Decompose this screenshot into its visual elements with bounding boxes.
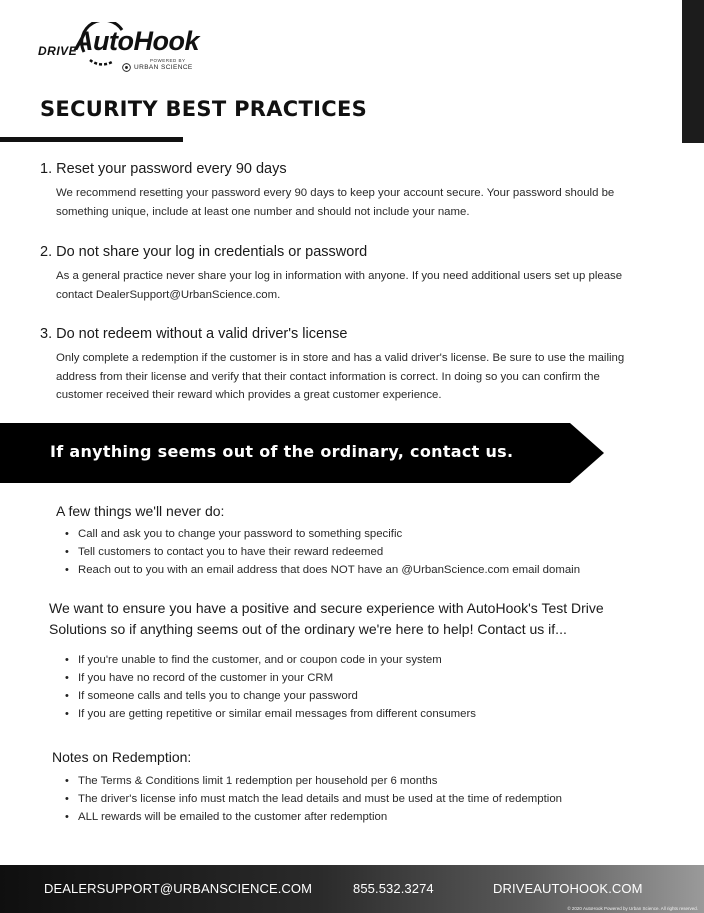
autohook-logo [38, 22, 208, 78]
practice-body: As a general practice never share your log in information with anyone. If you need additional users set up please contact DealerSupport@UrbanScience.com. [56, 270, 623, 301]
list-item: • If you are getting repetitive or similar email messages from different consumers [64, 705, 664, 723]
list-item: • Call and ask you to change your password to something specific [64, 525, 664, 543]
list-item: • If you have no record of the customer in your CRM [64, 669, 664, 687]
never-do-heading: A few things we'll never do: [56, 503, 225, 519]
practice-heading: 1. Reset your password every 90 days [40, 161, 287, 177]
practice-section-2 [40, 244, 630, 304]
practice-body: Only complete a redemption if the customer is in store and has a valid driver's license. Be sure to use the mailing address from their license and verify that their contact information is correct. In doing so you can confirm the customer received their reward which provides a great customer experience. [56, 352, 625, 401]
title-underline [0, 137, 183, 142]
page-title: SECURITY BEST PRACTICES [40, 97, 368, 121]
practice-heading: 3. Do not redeem without a valid driver's license [40, 326, 348, 342]
logo-brand-text: AutoHook [74, 26, 199, 56]
logo-urban-science: URBAN SCIENCE [134, 64, 193, 71]
practice-body: We recommend resetting your password every 90 days to keep your account secure. Your password should be something unique, include at least one number and should not include your name. [56, 187, 615, 218]
ensure-paragraph: We want to ensure you have a positive and secure experience with AutoHook's Test Drive Solutions so if anything seems out of the ordinary we're here to help! Contact us if... [49, 600, 604, 637]
list-item: • Tell customers to contact you to have their reward redeemed [64, 543, 664, 561]
practice-section-1 [40, 161, 630, 221]
practice-heading: 2. Do not share your log in credentials or password [40, 244, 368, 260]
banner-text: If anything seems out of the ordinary, contact us. [50, 442, 514, 461]
footer-phone[interactable]: 855.532.3274 [353, 881, 434, 896]
urban-science-icon [122, 63, 131, 72]
footer-bar [0, 865, 704, 913]
footer-copyright: © 2020 AutoHook Powered by Urban Science. All rights reserved. [567, 906, 698, 911]
notes-list [64, 772, 664, 826]
never-do-list [64, 525, 664, 579]
list-item: • The Terms & Conditions limit 1 redemption per household per 6 months [64, 772, 664, 790]
notes-heading: Notes on Redemption: [52, 749, 192, 765]
list-item: • ALL rewards will be emailed to the customer after redemption [64, 808, 664, 826]
logo-powered-by: POWERED BY [150, 58, 186, 63]
practice-section-3 [40, 326, 630, 405]
contact-banner [0, 423, 604, 483]
list-item: • The driver's license info must match the lead details and must be used at the time of redemption [64, 790, 664, 808]
contact-if-list [64, 651, 664, 723]
footer-website-link[interactable]: DRIVEAUTOHOOK.COM [493, 881, 643, 896]
footer-email-link[interactable]: DEALERSUPPORT@URBANSCIENCE.COM [44, 881, 313, 896]
logo-drive-text: DRIVE [38, 44, 78, 58]
list-item: • If you're unable to find the customer, and or coupon code in your system [64, 651, 664, 669]
list-item: • Reach out to you with an email address that does NOT have an @UrbanScience.com email domain [64, 561, 664, 579]
list-item: • If someone calls and tells you to change your password [64, 687, 664, 705]
corner-accent-bar [682, 0, 704, 143]
